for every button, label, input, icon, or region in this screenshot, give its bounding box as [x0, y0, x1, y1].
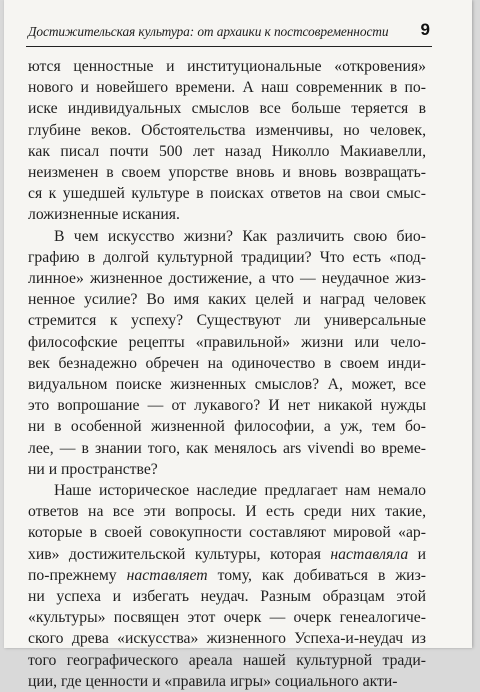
text-line: В чем искусство жизни? Как различить свою био- [54, 227, 426, 245]
text-line: лее, — в знании того, как менялось ars vivendi во време- [28, 439, 426, 457]
text-line: ненное усилие? Во имя каких целей и наград человек [28, 291, 426, 309]
text-line: нового и новейшего времени. А наш современник в по- [28, 79, 426, 97]
paragraph [28, 56, 426, 226]
text-line: ни успеха и избегать неудач. Разным образцам этой [28, 588, 426, 606]
text-line: по-прежнему наставляет тому, как добиваться в жиз- [28, 566, 426, 584]
text-line: ского древа «искусства» жизненного Успеха-и-неудач из [28, 630, 426, 648]
text-line: хив» достижительской культуры, которая наставляла и [28, 545, 426, 563]
paragraph [28, 226, 426, 480]
text-line: это вопрошание — от лукавого? И нет никакой нужды [28, 397, 426, 415]
text-line: ся к ушедшей культуре в поисках ответов на свои смыс- [28, 185, 426, 203]
text-line: того географического ареала нашей культурной тради- [28, 651, 426, 669]
page-number: 9 [420, 20, 430, 39]
text-line: «культуры» посвящен этот очерк — очерк генеалогиче- [28, 609, 426, 627]
text-line: неизменен в своем упорстве вновь и вновь возвращать- [28, 164, 426, 182]
text-line: иске индивидуальных смыслов все больше теряется в [28, 100, 426, 118]
book-page [4, 0, 472, 690]
running-header-title: Достижительская культура: от архаики к постсовременности [28, 24, 389, 39]
paragraph [28, 480, 426, 692]
text-line: век безнадежно обречен на одиночество в своем инди- [28, 354, 426, 372]
text-line: стремится к успеху? Существуют ли универсальные [28, 312, 426, 330]
running-header [26, 18, 432, 47]
text-line: Наше историческое наследие предлагает нам немало [54, 482, 426, 500]
text-line: философские рецепты «правильной» жизни или чело- [28, 333, 426, 351]
text-line: ются ценностные и институциональные «откровения» [28, 58, 426, 75]
text-line: видуальном поиске жизненных смыслов? А, может, все [28, 376, 426, 394]
text-line: ложизненные искания. [28, 206, 180, 224]
text-line: которые в своей совокупности составляют мировой «ар- [28, 524, 426, 542]
text-line: линное» жизненное достижение, а что — неудачное жиз- [28, 270, 426, 288]
text-line: ни и пространстве? [28, 460, 158, 478]
text-line: ответов на все эти вопросы. И есть среди них такие, [28, 503, 426, 521]
text-line: глубине веков. Обстоятельства изменчивы, но человек, [28, 121, 426, 139]
text-line: как писал почти 500 лет назад Николло Макиавелли, [28, 142, 426, 160]
body-text [28, 56, 426, 692]
text-line: ни в особенной жизненной философии, а уж, тем бо- [28, 418, 426, 436]
text-line: ции, где ценности и «правила игры» социального акти- [28, 672, 398, 690]
text-line: графию в долгой культурной традиции? Что есть «под- [28, 248, 426, 266]
